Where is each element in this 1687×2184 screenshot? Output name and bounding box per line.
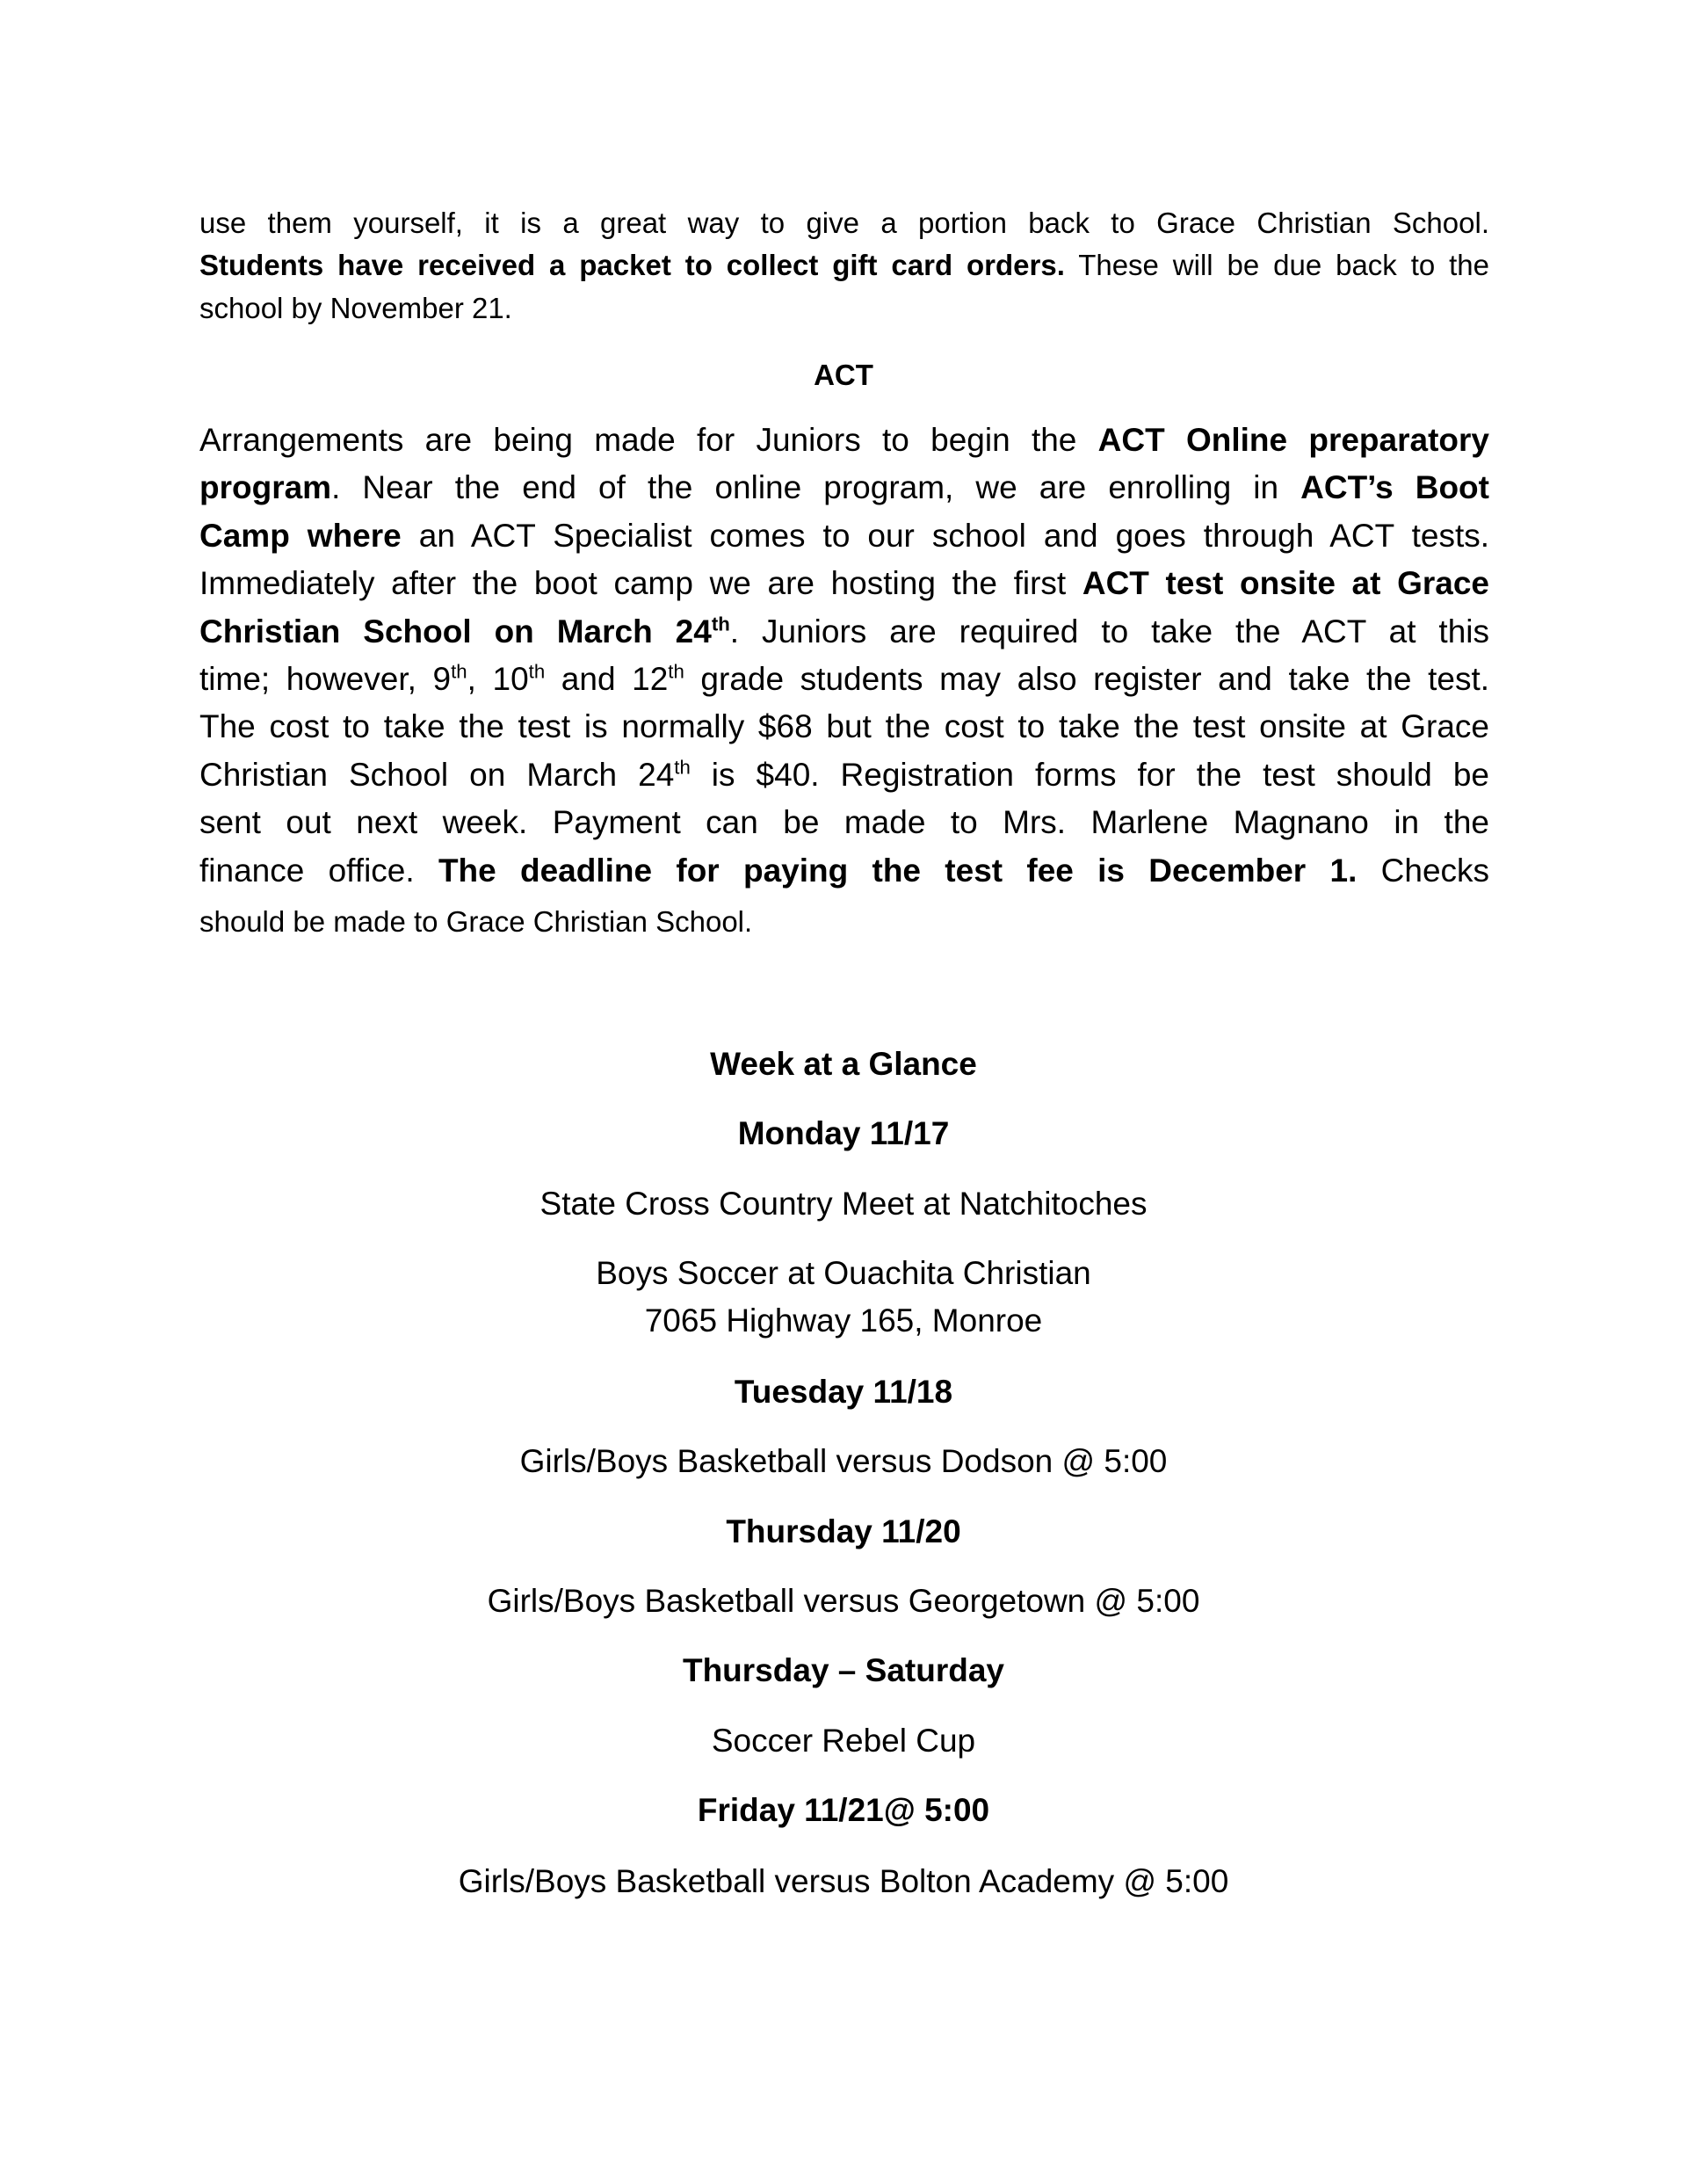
event-item: Girls/Boys Basketball versus Georgetown @ 5:00 [487,1583,1200,1619]
gift-line [199,249,1489,282]
bold-text: ACT Online preparatory [1097,422,1489,458]
act-paragraph-line [199,708,1489,745]
text-run: The cost to take the test is normally $68 but the cost to take the test onsite at Grace [199,708,1489,745]
text-run: Christian School on March 24 [199,756,675,793]
bold-text: ACT’s Boot [1300,469,1489,506]
event-item: Soccer Rebel Cup [711,1723,976,1759]
act-paragraph-line [199,565,1489,602]
text-run: grade students may also register and take the test. [684,661,1490,697]
act-closing-line: should be made to Grace Christian School. [199,905,753,938]
text-run: . Near the end of the online program, we are enrolling in [331,469,1301,506]
ordinal-suffix: th [674,756,691,779]
gift-line [199,292,1489,325]
event-item: 7065 Highway 165, Monroe [644,1302,1043,1339]
gift-line [199,207,1489,240]
act-heading: ACT [814,359,873,391]
act-paragraph-line [199,804,1489,841]
ordinal-suffix: th [711,613,730,635]
text-run: These will be due back to the [1064,249,1489,281]
act-paragraph-line [199,661,1489,698]
event-item: Girls/Boys Basketball versus Bolton Academy @ 5:00 [458,1863,1229,1899]
bold-text: Camp where [199,517,402,554]
event-item: Boys Soccer at Ouachita Christian [596,1255,1091,1291]
text-run: Arrangements are being made for Juniors to begin the [199,422,1098,458]
text-run: an ACT Specialist comes to our school and goes through ACT tests. [401,517,1489,554]
day-heading: Monday 11/17 [737,1115,950,1151]
act-paragraph-line [199,853,1489,889]
text-run: use them yourself, it is a great way to give a portion back to Grace Christian School. [199,207,1489,239]
text-run: and 12 [545,661,669,697]
day-heading: Tuesday 11/18 [734,1374,953,1410]
event-item: State Cross Country Meet at Natchitoches [539,1186,1148,1222]
day-heading: Friday 11/21@ 5:00 [697,1792,990,1828]
text-run: sent out next week. Payment can be made to Mrs. Marlene Magnano in the [199,804,1489,841]
text-run: . Juniors are required to take the ACT at this [729,613,1489,649]
day-heading: Thursday – Saturday [682,1652,1004,1688]
bold-text: ACT test onsite at Grace [1082,565,1489,602]
bold-text: program [199,469,332,506]
ordinal-suffix: th [451,660,467,683]
bold-text: Christian School on March 24 [199,613,712,649]
day-heading: Thursday 11/20 [726,1513,961,1549]
week-title: Week at a Glance [710,1046,977,1082]
text-run: Immediately after the boot camp we are hosting the first [199,565,1082,602]
event-item: Girls/Boys Basketball versus Dodson @ 5:00 [519,1443,1168,1479]
ordinal-suffix: th [528,660,546,683]
text-run: school by November 21. [199,292,512,324]
act-paragraph-line [199,613,1489,650]
text-run: time; however, 9 [199,661,452,697]
act-paragraph-line [199,469,1489,506]
text-run: Checks [1357,852,1490,889]
act-paragraph-line [199,518,1489,555]
text-run: , 10 [467,661,529,697]
act-paragraph-line [199,757,1489,794]
bold-text: The deadline for paying the test fee is December 1. [438,852,1358,889]
act-paragraph-line [199,422,1489,459]
ordinal-suffix: th [668,660,684,683]
bold-text: Students have received a packet to collect gift card orders. [199,249,1065,281]
text-run: finance office. [199,852,438,889]
text-run: is $40. Registration forms for the test should be [690,756,1489,793]
